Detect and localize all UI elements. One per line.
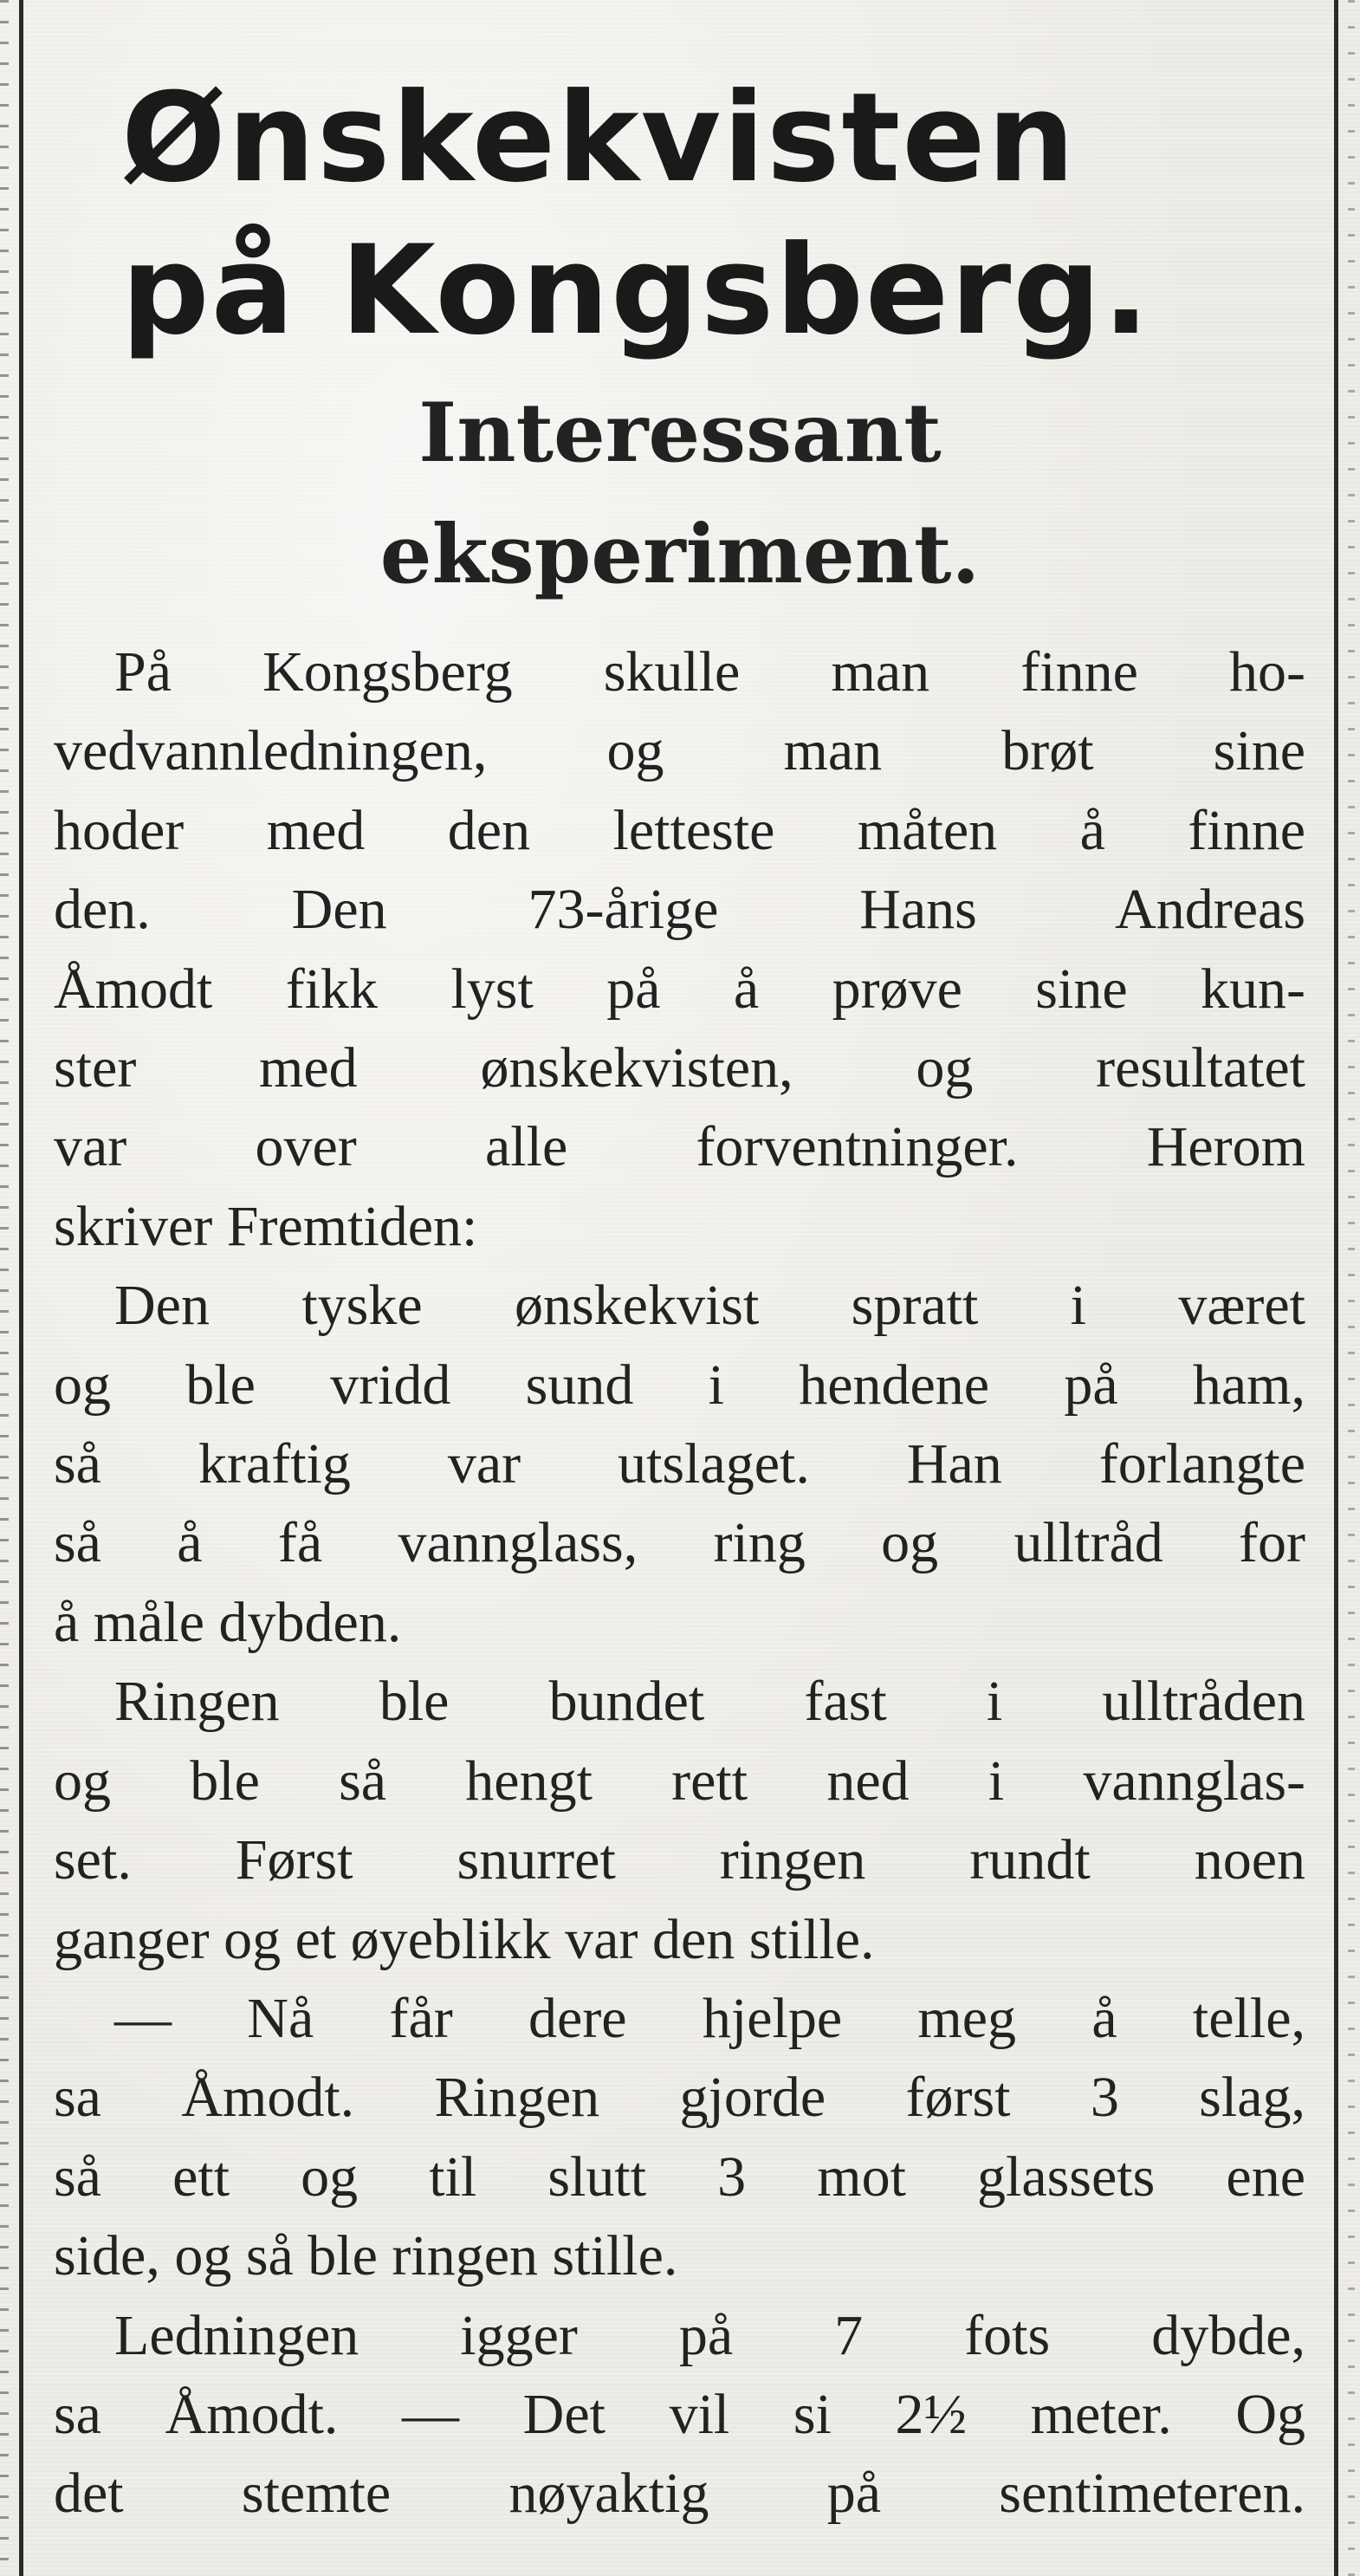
text-line: så å få vannglass, ring og ulltråd for [54,1511,1305,1575]
text-line: skriver Fremtiden: [54,1194,478,1258]
article-body [54,633,1305,2534]
headline-line-2: på Kongsberg. [121,219,1151,362]
subheadline-line-1: Interessant [418,386,942,481]
article-subheadline [0,373,1360,615]
text-line: ster med ønskekvisten, og resultatet [54,1036,1305,1100]
text-line: side, og så ble ringen stille. [54,2224,678,2288]
text-line: så kraftig var utslaget. Han forlangte [54,1432,1305,1496]
text-line: Ledningen igger på 7 fots dybde, [114,2303,1305,2367]
text-line: var over alle forventninger. Herom [54,1115,1305,1179]
text-line: det stemte nøyaktig på sentimeteren. [54,2462,1305,2526]
text-line: sa Åmodt. Ringen gjorde først 3 slag, [54,2066,1305,2130]
text-line: vedvannledningen, og man brøt sine [54,719,1305,783]
text-line: hoder med den letteste måten å finne [54,798,1305,862]
text-line: Åmodt fikk lyst på å prøve sine kun- [54,957,1305,1021]
paragraph-4 [54,1979,1305,2296]
text-line: Ringen ble bundet fast i ulltråden [114,1670,1305,1734]
text-line: ganger og et øyeblikk var den stille. [54,1907,875,1971]
text-line: og ble vridd sund i hendene på ham, [54,1353,1305,1417]
paragraph-5 [54,2296,1305,2534]
text-line: Den tyske ønskekvist spratt i været [114,1274,1305,1338]
subheadline-line-2: eksperiment. [379,507,981,602]
text-line: den. Den 73-årige Hans Andreas [54,878,1305,942]
paragraph-1 [54,633,1305,1266]
article-headline [121,62,1161,367]
text-line: å måle dybden. [54,1590,402,1654]
text-line: sa Åmodt. — Det vil si 2½ meter. Og [54,2382,1305,2446]
text-line: set. Først snurret ringen rundt noen [54,1828,1305,1892]
paragraph-2 [54,1266,1305,1662]
text-line: så ett og til slutt 3 mot glassets ene [54,2145,1305,2209]
text-line: — Nå får dere hjelpe meg å telle, [114,1986,1305,2050]
headline-line-1: Ønskekvisten [121,67,1077,210]
text-line: og ble så hengt rett ned i vannglas- [54,1749,1305,1813]
paragraph-3 [54,1662,1305,1979]
text-line: På Kongsberg skulle man finne ho- [114,640,1305,704]
